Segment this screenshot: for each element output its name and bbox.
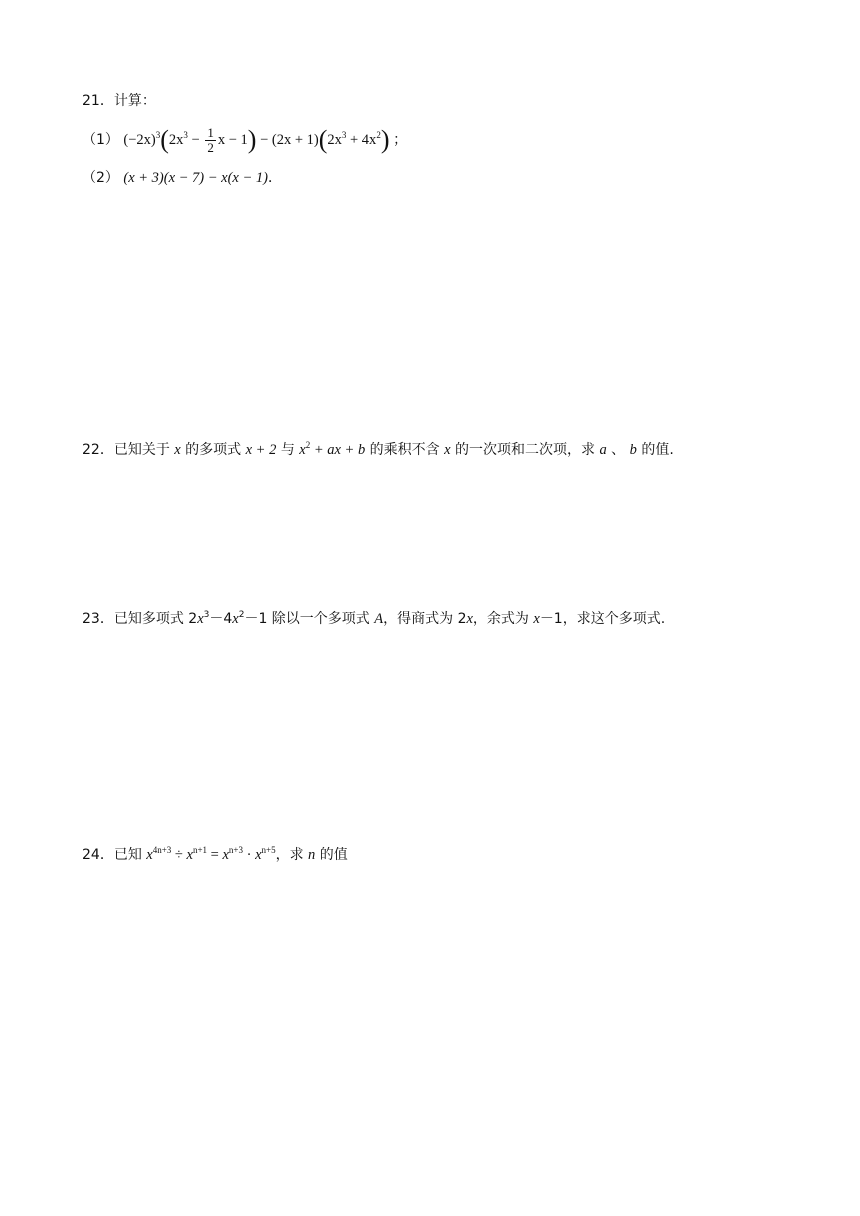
math-expression: $x^{4n+3} \div x^{n+1} = x^{n+3} \cdot x^{n+5}$ bbox=[146, 845, 276, 863]
question-number: 24． bbox=[82, 847, 114, 863]
question-number: 21． bbox=[82, 93, 114, 109]
question-23: 23．已知多项式 $2x^3-4x^2-1$ 除以一个多项式 A，得商式为 2x，余式为 x－1，求这个多项式. bbox=[82, 610, 666, 627]
question-22: 22．已知关于 x 的多项式 x + 2 与 $x^2$ + ax + b 的乘积不含 x 的一次项和二次项，求 a 、 b 的值. bbox=[82, 440, 674, 458]
part-label: （2） bbox=[82, 170, 119, 186]
left-paren: ( bbox=[318, 124, 328, 154]
question-text: 计算： bbox=[113, 93, 156, 109]
right-paren: ) bbox=[247, 124, 257, 154]
question-24: 24．已知 $x^{4n+3} \div x^{n+1} = x^{n+3} \cdot x^{n+5}$，求 n 的值 bbox=[82, 845, 348, 863]
question-number: 22． bbox=[82, 442, 114, 458]
math-expression: (x + 3)(x − 7) − x(x − 1) bbox=[123, 170, 268, 186]
fraction: $\frac{1}{2}$ bbox=[207, 125, 214, 155]
question-21-stem bbox=[82, 91, 156, 111]
question-number: 23． bbox=[82, 611, 114, 627]
question-21-part-2: （2） (x + 3)(x − 7) − x(x − 1)． bbox=[82, 170, 282, 186]
math-expression: $x^2$ + ax + b bbox=[299, 440, 366, 458]
right-paren: ) bbox=[380, 124, 390, 154]
math-expression: $(-2x)^3(2x^3$ − $\frac{1}{2}$ $x - 1) - (2x + 1)(2x^3 + 4x^2)$ bbox=[123, 124, 390, 155]
question-21-part-1: （1） $(-2x)^3(2x^3$ − $\frac{1}{2}$ $x - 1) - (2x + 1)(2x^3 + 4x^2)$ ； bbox=[82, 124, 408, 155]
left-paren: ( bbox=[160, 124, 169, 154]
part-label: （1） bbox=[82, 131, 119, 148]
